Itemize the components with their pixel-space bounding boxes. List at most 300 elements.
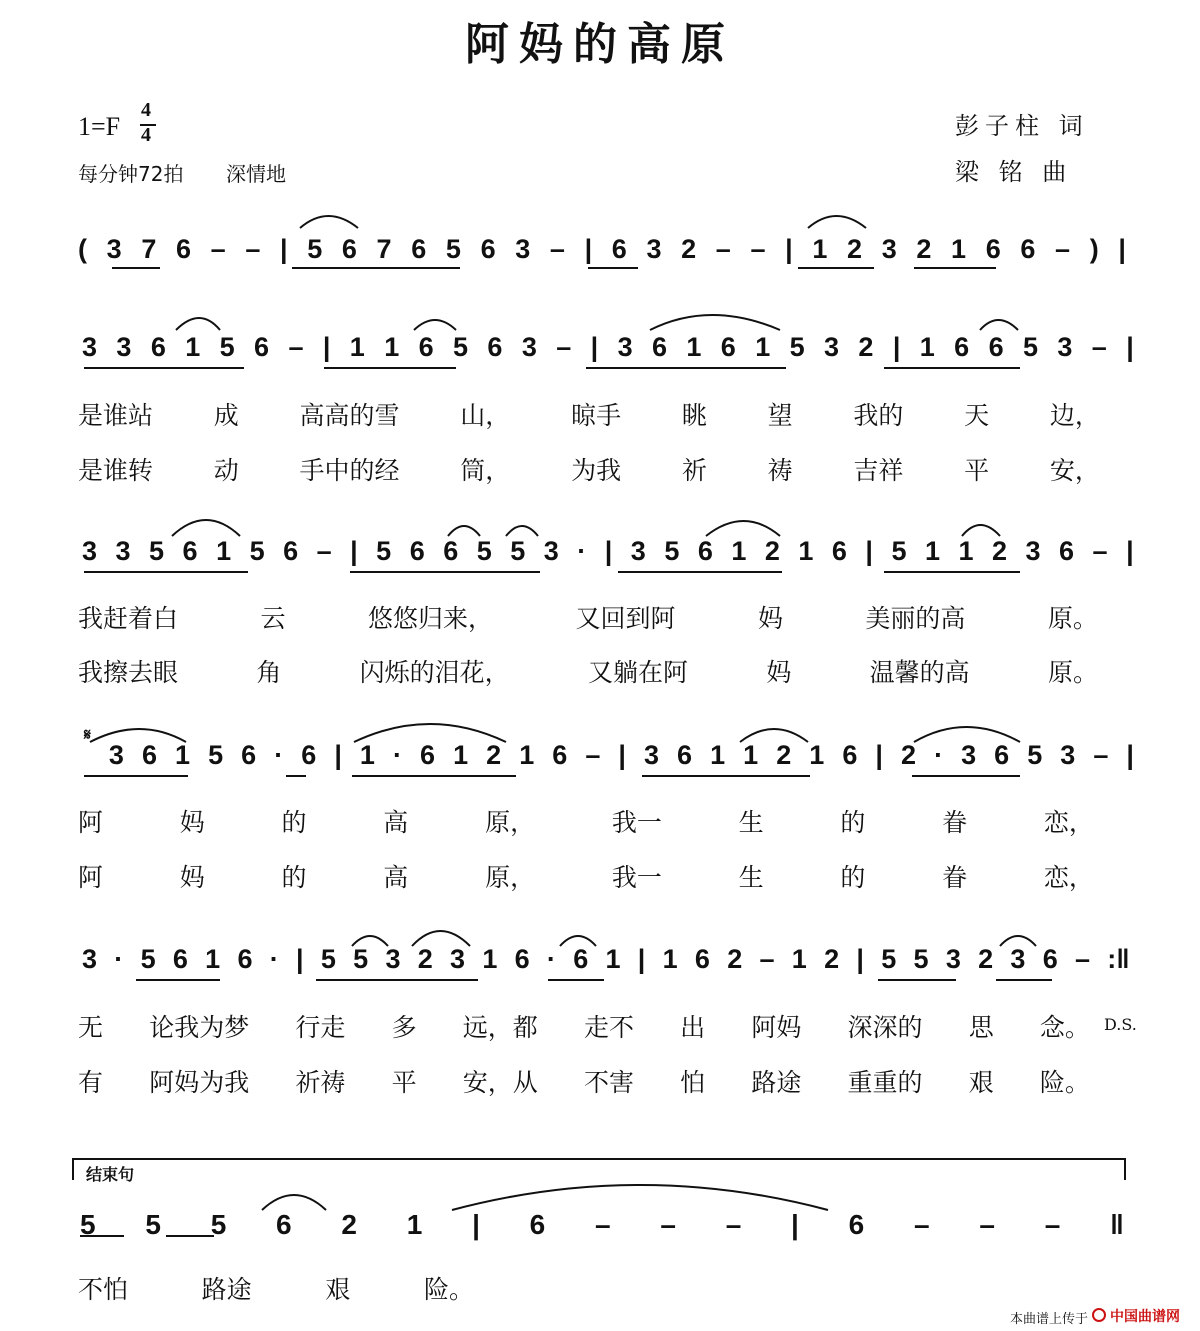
- note: 6: [720, 332, 736, 362]
- slur: [172, 520, 240, 536]
- lyric-word: 我擦去眼: [78, 658, 179, 687]
- lyric-word: 我一: [611, 863, 662, 892]
- lyric-word: 又回到阿: [575, 604, 676, 633]
- note: 2: [486, 740, 502, 770]
- note: 6: [954, 332, 970, 362]
- lyric-word: 的: [840, 808, 866, 837]
- note: 5: [249, 536, 265, 566]
- lyric-word: 多: [391, 1013, 417, 1042]
- note: 3: [385, 944, 401, 974]
- note: 6: [150, 332, 166, 362]
- note: –: [210, 234, 226, 264]
- lyric-word: 祈祷: [295, 1068, 346, 1097]
- note: 1: [406, 1209, 423, 1240]
- lyric-word: 祷: [767, 456, 793, 485]
- lyric-word: 手中的经: [299, 456, 400, 485]
- note: 5: [1027, 740, 1043, 770]
- barline: |: [791, 1209, 799, 1240]
- note: 6: [1059, 536, 1075, 566]
- note: 3: [106, 234, 122, 264]
- lyric-word: 的: [281, 863, 307, 892]
- note: 2: [341, 1209, 357, 1240]
- lyric-word: 不怕: [78, 1275, 129, 1304]
- lyric-word: 又躺在阿: [587, 658, 688, 687]
- slur: [414, 320, 456, 330]
- note: 6: [301, 740, 317, 770]
- lyric-word: 原。: [1047, 658, 1098, 687]
- note: 1: [175, 740, 191, 770]
- notation-line-2: [82, 332, 1134, 363]
- lyric-word: 动: [213, 456, 239, 485]
- note: –: [1091, 332, 1107, 362]
- lyric-word: 原。: [1047, 604, 1098, 633]
- key-signature: 1=F: [78, 112, 121, 141]
- note: 5: [320, 944, 336, 974]
- barline: |: [865, 536, 873, 566]
- barline: |: [637, 944, 646, 974]
- note: 7: [376, 234, 392, 264]
- note: 6: [1042, 944, 1058, 974]
- note: –: [1055, 234, 1071, 264]
- note: 3: [82, 332, 98, 362]
- barline: |: [1126, 536, 1134, 566]
- lyric-word: 吉祥: [853, 456, 904, 485]
- note: 1: [809, 740, 825, 770]
- tie: [452, 1185, 828, 1210]
- lyric-word: 阿: [78, 863, 104, 892]
- note: 2: [978, 944, 994, 974]
- lyric-word: 原，: [485, 808, 536, 837]
- lyric-word: 恋，: [1043, 808, 1094, 837]
- final-barline: ‖: [1110, 1209, 1124, 1240]
- note: ·: [114, 944, 124, 974]
- note: 3: [543, 536, 559, 566]
- lyric-word: 云: [260, 604, 286, 633]
- note: –: [715, 234, 731, 264]
- lyric-word: 平: [964, 456, 990, 485]
- note: 6: [480, 234, 496, 264]
- lyric-word: 的: [281, 808, 307, 837]
- note: 1: [359, 740, 375, 770]
- note: –: [1044, 1209, 1061, 1240]
- note: 5: [140, 944, 156, 974]
- note: 1: [812, 234, 828, 264]
- lyric-word: 山，: [460, 401, 511, 430]
- note: 5: [219, 332, 235, 362]
- note: 6: [848, 1209, 865, 1240]
- note: 2: [992, 536, 1008, 566]
- barline: |: [785, 234, 793, 264]
- note: –: [1093, 740, 1109, 770]
- expression-marking: 深情地: [226, 162, 286, 186]
- note: 3: [945, 944, 961, 974]
- lyric-word: 为我: [571, 456, 622, 485]
- lyric-word: 生: [738, 863, 764, 892]
- lyric-word: 妈: [766, 658, 792, 687]
- note: 6: [182, 536, 198, 566]
- barline: |: [1118, 234, 1126, 264]
- slur: [962, 525, 1000, 536]
- note: 6: [341, 234, 357, 264]
- barline: |: [856, 944, 864, 974]
- lyric-word: 艰: [325, 1275, 351, 1304]
- note: 5: [208, 740, 224, 770]
- lyric-word: 望: [767, 401, 793, 430]
- note: –: [979, 1209, 995, 1240]
- note: –: [549, 234, 565, 264]
- lyric-word: 筒，: [460, 456, 511, 485]
- note: –: [245, 234, 261, 264]
- lyric-word: 远，都: [462, 1013, 538, 1042]
- note: 1: [349, 332, 365, 362]
- slur: [650, 315, 780, 330]
- note: 6: [611, 234, 627, 264]
- note: –: [288, 332, 304, 362]
- note: 6: [994, 740, 1010, 770]
- note: 3: [824, 332, 840, 362]
- note: 6: [697, 536, 713, 566]
- slur: [448, 526, 480, 536]
- note: 3: [450, 944, 466, 974]
- lyric-word: 闪烁的泪花，: [359, 658, 510, 687]
- lyric-word: 恋，: [1043, 863, 1094, 892]
- note: 1: [710, 740, 726, 770]
- note: 2: [858, 332, 874, 362]
- note: 2: [764, 536, 780, 566]
- note: 3: [881, 234, 897, 264]
- note: 1: [482, 944, 498, 974]
- lyric-word: 安，从: [462, 1068, 538, 1097]
- lyric-word: 成: [213, 401, 239, 430]
- note: 1: [951, 234, 967, 264]
- note: 1: [185, 332, 201, 362]
- note: 6: [237, 944, 253, 974]
- note: ·: [392, 740, 402, 770]
- note: 6: [529, 1209, 546, 1240]
- lyric-word: 不害: [583, 1068, 634, 1097]
- lyric-word: 是谁站: [78, 401, 154, 430]
- lyric-line-4: [78, 653, 1098, 689]
- note: 1: [519, 740, 535, 770]
- lyric-word: 悠悠归来，: [367, 604, 493, 633]
- lyric-word: 路途: [201, 1275, 252, 1304]
- note: 3: [617, 332, 633, 362]
- note: 5: [789, 332, 805, 362]
- lyric-word: 原，: [485, 863, 536, 892]
- note: ·: [274, 740, 284, 770]
- note: 1: [743, 740, 759, 770]
- barline: |: [604, 536, 613, 566]
- note: 3: [521, 332, 537, 362]
- lyric-word: 高高的雪: [299, 401, 400, 430]
- note: 1: [791, 944, 807, 974]
- note: 6: [420, 740, 436, 770]
- barline: |: [350, 536, 358, 566]
- note: –: [759, 944, 775, 974]
- note: 2: [916, 234, 932, 264]
- song-title: 阿妈的高原: [465, 19, 735, 70]
- note: 3: [116, 332, 132, 362]
- note: 1: [798, 536, 814, 566]
- note: 6: [276, 1209, 292, 1240]
- barline: |: [590, 332, 599, 362]
- lyric-word: 艰: [968, 1068, 994, 1097]
- lyric-word: 眷: [942, 863, 968, 892]
- lyric-word: 角: [256, 658, 282, 687]
- note: ·: [546, 944, 556, 974]
- note: 5: [353, 944, 369, 974]
- note: 1: [755, 332, 771, 362]
- note: 5: [476, 536, 492, 566]
- lyric-line-6: [78, 858, 1094, 894]
- note: ·: [934, 740, 944, 770]
- note: 6: [677, 740, 693, 770]
- barline: |: [1126, 332, 1134, 362]
- note: 1: [919, 332, 935, 362]
- lyric-word: 生: [738, 808, 764, 837]
- note: 1: [384, 332, 400, 362]
- lyric-word: 深深的: [847, 1013, 923, 1042]
- lyric-word: 眷: [942, 808, 968, 837]
- lyric-word: 祈: [681, 456, 707, 485]
- lyric-word: 我一: [611, 808, 662, 837]
- note: 5: [510, 536, 526, 566]
- composer-credit: 梁 铭 曲: [955, 158, 1073, 186]
- lyric-word: 行走: [295, 1013, 346, 1042]
- upload-note: 本曲谱上传于: [1010, 1312, 1089, 1327]
- note: 3: [115, 536, 131, 566]
- note: 3: [646, 234, 662, 264]
- site-logo-icon: [1092, 1308, 1106, 1322]
- note: 2: [776, 740, 792, 770]
- note: 6: [842, 740, 858, 770]
- lyric-word: 我赶着白: [78, 604, 179, 633]
- lyric-word: 的: [840, 863, 866, 892]
- note: 3: [108, 740, 124, 770]
- lyric-word: 妈: [179, 808, 205, 837]
- barline: |: [618, 740, 626, 770]
- note: 6: [411, 234, 427, 264]
- lyric-word: 阿妈为我: [149, 1068, 250, 1097]
- note: 5: [80, 1209, 96, 1240]
- lyric-word: 阿: [78, 808, 104, 837]
- lyric-word: 险。: [423, 1275, 474, 1304]
- note: 5: [891, 536, 907, 566]
- note: ·: [269, 944, 279, 974]
- note: 1: [453, 740, 469, 770]
- note: 6: [1020, 234, 1036, 264]
- lyric-word: 思: [968, 1013, 994, 1042]
- note: 6: [487, 332, 503, 362]
- note: 5: [210, 1209, 227, 1240]
- note: 2: [417, 944, 433, 974]
- lyric-word: 重重的: [847, 1068, 923, 1097]
- time-signature-top: 4: [141, 99, 151, 121]
- repeat-end-barline: :‖: [1107, 944, 1130, 974]
- lyric-word: 是谁转: [78, 456, 154, 485]
- note: 5: [1022, 332, 1038, 362]
- notation-line-6: [80, 1209, 1124, 1241]
- triplet-slur: [300, 216, 358, 228]
- note: 5: [453, 332, 469, 362]
- lyric-word: 高: [383, 863, 409, 892]
- note: 6: [409, 536, 425, 566]
- note: 6: [254, 332, 270, 362]
- note: 2: [824, 944, 840, 974]
- note: 6: [988, 332, 1004, 362]
- slurs: [90, 216, 1036, 1210]
- note: –: [914, 1209, 930, 1240]
- note: 5: [664, 536, 680, 566]
- note: 1: [731, 536, 747, 566]
- note: 3: [630, 536, 646, 566]
- note: 3: [643, 740, 660, 770]
- lyric-line-8: [78, 1063, 1090, 1099]
- note: 5: [881, 944, 897, 974]
- lyric-word: 阿妈: [751, 1013, 802, 1042]
- note: 2: [901, 740, 917, 770]
- lyric-word: 妈: [179, 863, 205, 892]
- note: 5: [376, 536, 392, 566]
- note: –: [725, 1209, 742, 1240]
- notation-line-3: [82, 536, 1134, 567]
- lyric-line-2: [78, 451, 1100, 487]
- lyric-word: 晾手: [571, 401, 622, 430]
- triplet-slur: [808, 216, 866, 228]
- slur: [706, 521, 780, 536]
- barline: |: [280, 234, 288, 264]
- lyric-word: 平: [391, 1068, 417, 1097]
- note: (: [78, 234, 87, 264]
- lyric-word: 美丽的高: [865, 604, 966, 633]
- note: 5: [149, 536, 165, 566]
- note: –: [556, 332, 572, 362]
- lyric-word: 怕: [680, 1068, 706, 1097]
- ending-label: 结束句: [86, 1165, 135, 1184]
- lyric-word: 边，: [1049, 401, 1100, 430]
- site-brand: 中国曲谱网: [1110, 1309, 1180, 1325]
- note: 2: [727, 944, 743, 974]
- barline: |: [334, 740, 342, 770]
- note: 1: [924, 536, 940, 566]
- barline: |: [296, 944, 304, 974]
- lyric-line-9: [78, 1270, 474, 1306]
- note: 3: [1025, 536, 1041, 566]
- tempo-marking: 每分钟72拍: [78, 162, 184, 186]
- lyric-line-3: [78, 599, 1098, 635]
- note: 6: [651, 332, 667, 362]
- note: 1: [662, 944, 678, 974]
- note: 2: [847, 234, 863, 264]
- note: 6: [694, 944, 710, 974]
- slur: [980, 320, 1018, 330]
- lyric-line-1: [78, 396, 1100, 432]
- lyric-word: 论我为梦: [149, 1013, 250, 1042]
- lyric-word: 眺: [681, 401, 707, 430]
- notation-line-1: [78, 234, 1126, 265]
- lyric-word: 妈: [757, 604, 783, 633]
- note: 3: [1010, 944, 1026, 974]
- note: 5: [145, 1209, 161, 1240]
- lyric-word: 温馨的高: [869, 658, 970, 687]
- lyric-word: 路途: [751, 1068, 802, 1097]
- note: 6: [175, 234, 192, 264]
- notation-line-4: [84, 726, 1134, 771]
- note: 6: [241, 740, 257, 770]
- barline: |: [472, 1209, 480, 1240]
- note: 1: [216, 536, 232, 566]
- note: 7: [141, 234, 157, 264]
- note: –: [750, 234, 766, 264]
- note: 3: [1060, 740, 1076, 770]
- note: ): [1089, 234, 1099, 264]
- note: 6: [985, 234, 1001, 264]
- time-signature-bottom: 4: [141, 124, 151, 146]
- note: 3: [961, 740, 977, 770]
- lyricist-credit: 彭子柱 词: [955, 112, 1089, 140]
- lyric-word: 有: [78, 1068, 104, 1097]
- lyric-word: 高: [383, 808, 409, 837]
- note: 3: [1057, 332, 1073, 362]
- note: –: [316, 536, 332, 566]
- ending-bracket: [72, 1158, 1126, 1180]
- lyric-word: 走不: [583, 1013, 634, 1042]
- lyric-word: 安，: [1049, 456, 1100, 485]
- barline: |: [875, 740, 883, 770]
- note: 6: [443, 536, 459, 566]
- lyric-word: 我的: [853, 401, 904, 430]
- note: –: [585, 740, 601, 770]
- dal-segno-marking: D.S.: [1104, 1015, 1137, 1034]
- note: –: [595, 1209, 611, 1240]
- note: –: [1092, 536, 1108, 566]
- segno-sign: 𝄋: [84, 726, 91, 744]
- note: 1: [205, 944, 221, 974]
- note: 3: [82, 944, 98, 974]
- note: 1: [605, 944, 621, 974]
- note: 6: [283, 536, 299, 566]
- note: 5: [913, 944, 929, 974]
- barline: |: [584, 234, 593, 264]
- slur: [506, 526, 538, 536]
- note: –: [1075, 944, 1091, 974]
- note: 6: [172, 944, 188, 974]
- barline: |: [1126, 740, 1134, 770]
- note: 6: [552, 740, 568, 770]
- barline: |: [322, 332, 331, 362]
- note: 1: [686, 332, 702, 362]
- lyric-word: 险。: [1039, 1068, 1090, 1097]
- barline: |: [892, 332, 901, 362]
- slur: [176, 318, 220, 330]
- note: 1: [958, 536, 974, 566]
- note: 5: [445, 234, 461, 264]
- note: 6: [831, 536, 847, 566]
- lyric-word: 出: [680, 1013, 706, 1042]
- note: –: [660, 1209, 676, 1240]
- note: 6: [141, 740, 158, 770]
- note: 3: [515, 234, 531, 264]
- note: 5: [307, 234, 323, 264]
- note: ·: [577, 536, 587, 566]
- notation-line-5: [82, 944, 1130, 975]
- lyric-word: 天: [964, 401, 990, 430]
- lyric-word: 念。: [1039, 1013, 1090, 1042]
- lyric-line-5: [78, 803, 1094, 839]
- note: 6: [573, 944, 589, 974]
- lyric-word: 无: [78, 1013, 104, 1042]
- note: 2: [681, 234, 697, 264]
